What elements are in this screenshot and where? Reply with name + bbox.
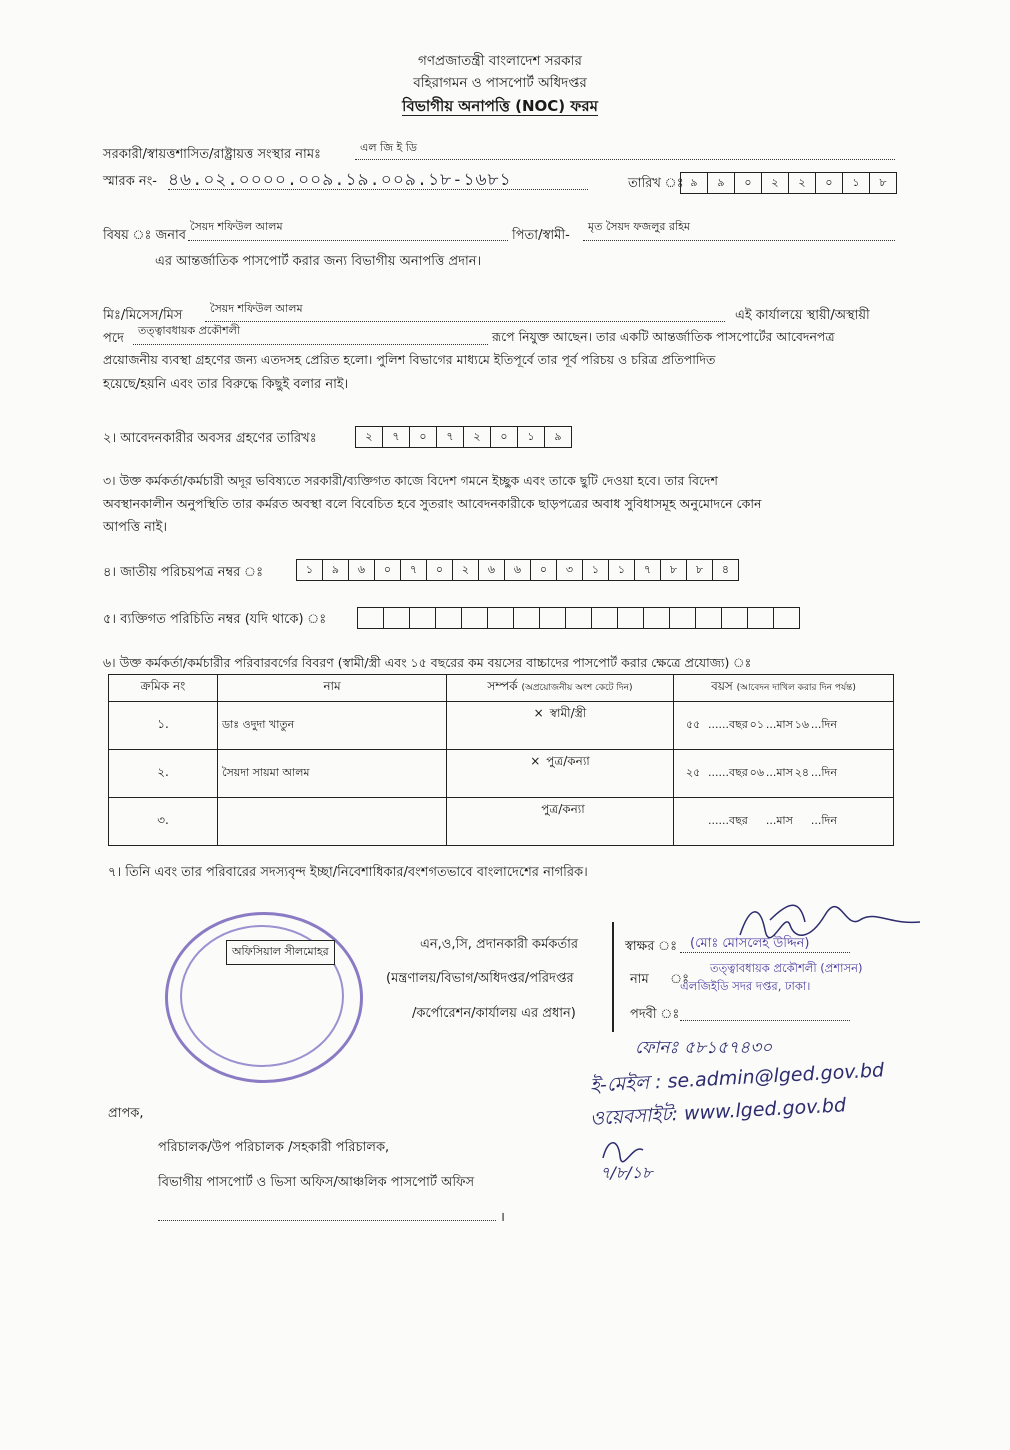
pin-digit-box [618,607,644,629]
org-label: সরকারী/স্বায়ত্তশাসিত/রাষ্ট্রায়ত্ত সংস্থার নামঃ [103,147,321,162]
nid-digit-box: ১ [296,559,323,581]
pin-digit-box [748,607,774,629]
dept-title: বহিরাগমন ও পাসপোর্ট অধিদপ্তর [413,75,587,91]
retirement-digit-box: ৭ [437,426,464,448]
body-line3: প্রয়োজনীয় ব্যবস্থা গ্রহণের জন্য এতদসহ প্রেরিত হলো। পুলিশ বিভাগের মাধ্যমে ইতিপূর্বে তার পূর্ব পরিচয় ও চরিত্র প্রতিপাদিত [103,352,716,367]
row-months: ০১ [749,718,764,731]
recipient-line1: পরিচালক/উপ পরিচালক /সহকারী পরিচালক, [158,1140,390,1155]
table-row [109,798,894,846]
nid-digit-box: ৮ [687,559,713,581]
retirement-digit-box: ২ [464,426,491,448]
header-name: নাম [218,675,447,702]
row-name: ডাঃ ওদুদা খাতুন [218,702,447,750]
date-digit-box: ৯ [708,172,735,194]
row-serial: ২. [109,750,218,798]
signature-label: স্বাক্ষর ঃ [625,939,678,954]
retirement-date-boxes [355,426,572,448]
nid-digit-box: ০ [427,559,453,581]
item2-label: ২। আবেদনকারীর অবসর গ্রহণের তারিখঃ [103,431,317,446]
post-dotted-line [133,344,488,345]
date-digit-box: ২ [762,172,789,194]
govt-title: গণপ্রজাতন্ত্রী বাংলাদেশ সরকার [418,53,582,69]
date-boxes [680,172,897,194]
item3-line2: অবস্থানকালীন অনুপস্থিতি তার কর্মরত অবস্থা বলে বিবেচিত হবে সুতরাং আবেদনকারীকে ছাড়পত্রের অবাধ সুবিধাসমূহ অনুমোদনে কোন [103,496,762,511]
nid-digit-box: ৬ [349,559,375,581]
mr-dotted-line [205,321,725,322]
nid-digit-box: ৭ [401,559,427,581]
item3-line3: আপত্তি নাই। [103,520,168,535]
date-digit-box: ৮ [870,172,897,194]
pin-digit-box [592,607,618,629]
row-name: সৈয়দা সায়মা আলম [218,750,447,798]
row-days: ২৪ [794,766,810,779]
retirement-digit-box: ০ [491,426,518,448]
date-digit-box: ০ [816,172,843,194]
row-relation: পুত্র/কন্যা [447,798,674,846]
retirement-digit-box: ৭ [383,426,410,448]
nid-digit-box: ৯ [323,559,349,581]
post-sign-dotted-line [680,1020,850,1021]
subject-dotted-line [188,240,508,241]
retirement-digit-box: ১ [518,426,545,448]
pin-digit-box [644,607,670,629]
office-text: এই কার্যালয়ে স্থায়ী/অস্থায়ী [735,308,870,323]
nid-digit-box: ০ [375,559,401,581]
handwritten-phone: ফোনঃ ৫৮১৫৭৪৩০ [635,1038,773,1058]
family-table [108,674,894,846]
memo-dotted-line [168,189,588,190]
handwritten-website: ওয়েবসাইট: www.lged.gov.bd [589,1094,847,1130]
nid-digit-box: ২ [453,559,479,581]
pin-digit-box [670,607,696,629]
row-days: ১৬ [794,718,810,731]
recipient-line2: বিভাগীয় পাসপোর্ট ও ভিসা অফিস/আঞ্চলিক পাসপোর্ট অফিস [158,1175,475,1190]
date-digit-box: ১ [843,172,870,194]
recipient-dotted-line [158,1220,496,1221]
subject-name: সৈয়দ শফিউল আলম [190,220,283,233]
table-row [109,702,894,750]
row-years: ৫৫ [686,718,701,731]
recipient-to: প্রাপক, [108,1106,144,1121]
family-table-body [109,702,894,846]
row-age: ৫৫ ......বছর ০১ ...মাস ১৬ ...দিন [674,702,894,750]
nid-digit-box: ৭ [635,559,661,581]
recipient-line3-end: । [500,1210,505,1225]
nid-digit-box: ৪ [713,559,739,581]
pin-digit-box [488,607,514,629]
name-stamp-line1: তত্ত্বাবধায়ক প্রকৌশলী (প্রশাসন) [710,961,863,975]
nid-boxes [296,559,739,581]
pin-digit-box [774,607,800,629]
issuer-line3: /কর্পোরেশন/কার্যালয় এর প্রধান) [412,1006,576,1021]
pin-digit-box [540,607,566,629]
nid-digit-box: ৬ [505,559,531,581]
date-digit-box: ০ [735,172,762,194]
table-header-row [109,675,894,702]
nid-digit-box: ৬ [479,559,505,581]
pin-digit-box [462,607,488,629]
row-relation-mark: × [530,754,541,768]
memo-value: ৪৬.০২.০০০০.০০৯.১৯.০০৯.১৮-১৬৮১ [168,170,512,190]
father-dotted-line [583,240,895,241]
post-text: রূপে নিযুক্ত আছেন। তার একটি আন্তর্জাতিক পাসপোর্টের আবেদনপত্র [492,329,835,344]
issuer-line1: এন,ও,সি, প্রদানকারী কর্মকর্তার [420,937,579,952]
header-serial: ক্রমিক নং [109,675,218,702]
retirement-digit-box: ০ [410,426,437,448]
mr-name: সৈয়দ শফিউল আলম [210,302,303,315]
header-age: বয়স (আবেদন দাখিল করার দিন পর্যন্ত) [674,675,894,702]
name-label: নাম [630,972,649,987]
row-name [218,798,447,846]
item4-label: ৪। জাতীয় পরিচয়পত্র নম্বর ঃ [103,565,264,580]
pin-digit-box [722,607,748,629]
org-dotted-line [355,159,895,160]
nid-digit-box: ১ [583,559,609,581]
body-line4: হয়েছে/হয়নি এবং তার বিরুদ্ধে কিছুই বলার নাই। [103,377,349,392]
pin-digit-box [384,607,410,629]
pin-digit-box [436,607,462,629]
row-serial: ১. [109,702,218,750]
row-age: ......বছর ...মাস ...দিন [674,798,894,846]
signature-divider [612,922,614,1032]
row-months: ০৬ [749,766,764,779]
row-years: ২৫ [686,766,701,779]
pin-digit-box [357,607,384,629]
memo-label: স্মারক নং- [103,174,157,189]
retirement-digit-box: ২ [355,426,383,448]
father-name: মৃত সৈয়দ ফজলুর রহিম [588,220,691,233]
pin-digit-box [566,607,592,629]
post-label: পদে [103,331,124,346]
subject-line2: এর আন্তর্জাতিক পাসপোর্ট করার জন্য বিভাগীয় অনাপত্তি প্রদান। [155,254,482,269]
date-label: তারিখ ঃ [628,176,684,191]
post-value: তত্ত্বাবধায়ক প্রকৌশলী [138,324,240,337]
item5-label: ৫। ব্যক্তিগত পরিচিতি নম্বর (যদি থাকে) ঃ [103,612,327,627]
row-relation: × পুত্র/কন্যা [447,750,674,798]
pin-digit-box [514,607,540,629]
row-relation: × স্বামী/স্ত্রী [447,702,674,750]
pin-digit-box [410,607,436,629]
form-title: বিভাগীয় অনাপত্তি (NOC) ফরম [402,97,598,115]
initials-scribble [598,1138,648,1163]
item6-label: ৬। উক্ত কর্মকর্তা/কর্মচারীর পরিবারবর্গের বিবরণ (স্বামী/স্ত্রী এবং ১৫ বছরের কম বয়সের বাচ্চাদের পাসপোর্ট করার ক্ষেত্রে প্রযোজ্য) ঃ [103,655,752,670]
pin-digit-box [696,607,722,629]
nid-digit-box: ০ [531,559,557,581]
row-serial: ৩. [109,798,218,846]
name-stamp-line2: এলজিইডি সদর দপ্তর, ঢাকা। [680,979,811,993]
retirement-digit-box: ৯ [545,426,572,448]
nid-digit-box: ১ [609,559,635,581]
handwritten-date: ৭/৮/১৮ [600,1163,653,1182]
row-age: ২৫ ......বছর ০৬ ...মাস ২৪ ...দিন [674,750,894,798]
father-label: পিতা/স্বামী- [512,228,570,243]
seal-label: অফিসিয়াল সীলমোহর [226,940,335,965]
org-value: এল জি ই ডি [360,141,418,154]
nid-digit-box: ৮ [661,559,687,581]
mr-label: মিঃ/মিসেস/মিস [103,308,183,323]
signature-scribble [730,900,930,945]
table-row [109,750,894,798]
post-sign-label: পদবী ঃ [630,1007,680,1022]
item3-line1: ৩। উক্ত কর্মকর্তা/কর্মচারী অদূর ভবিষ্যতে সরকারী/ব্যক্তিগত কাজে বিদেশ গমনে ইচ্ছুক এবং তাকে ছুটি দেওয়া হবে। তার বিদেশ [103,473,718,488]
subject-label: বিষয় ঃ জনাব [103,228,187,243]
issuer-line2: (মন্ত্রণালয়/বিভাগ/অধিদপ্তর/পরিদপ্তর [386,971,574,986]
nid-digit-box: ৩ [557,559,583,581]
signature-stamp-name: (মোঃ মোসলেহ উদ্দিন) [690,936,810,951]
pin-boxes [357,607,800,629]
item7-text: ৭। তিনি এবং তার পরিবারের সদস্যবৃন্দ ইচ্ছা/নিবেশাধিকার/বংশগতভাবে বাংলাদেশের নাগরিক। [108,865,588,880]
date-digit-box: ২ [789,172,816,194]
row-relation-mark: × [533,706,544,720]
date-digit-box: ৯ [680,172,708,194]
handwritten-email: ই-মেইল : se.admin@lged.gov.bd [589,1059,885,1097]
header-relation: সম্পর্ক (অপ্রয়োজনীয় অংশ কেটে দিন) [447,675,674,702]
